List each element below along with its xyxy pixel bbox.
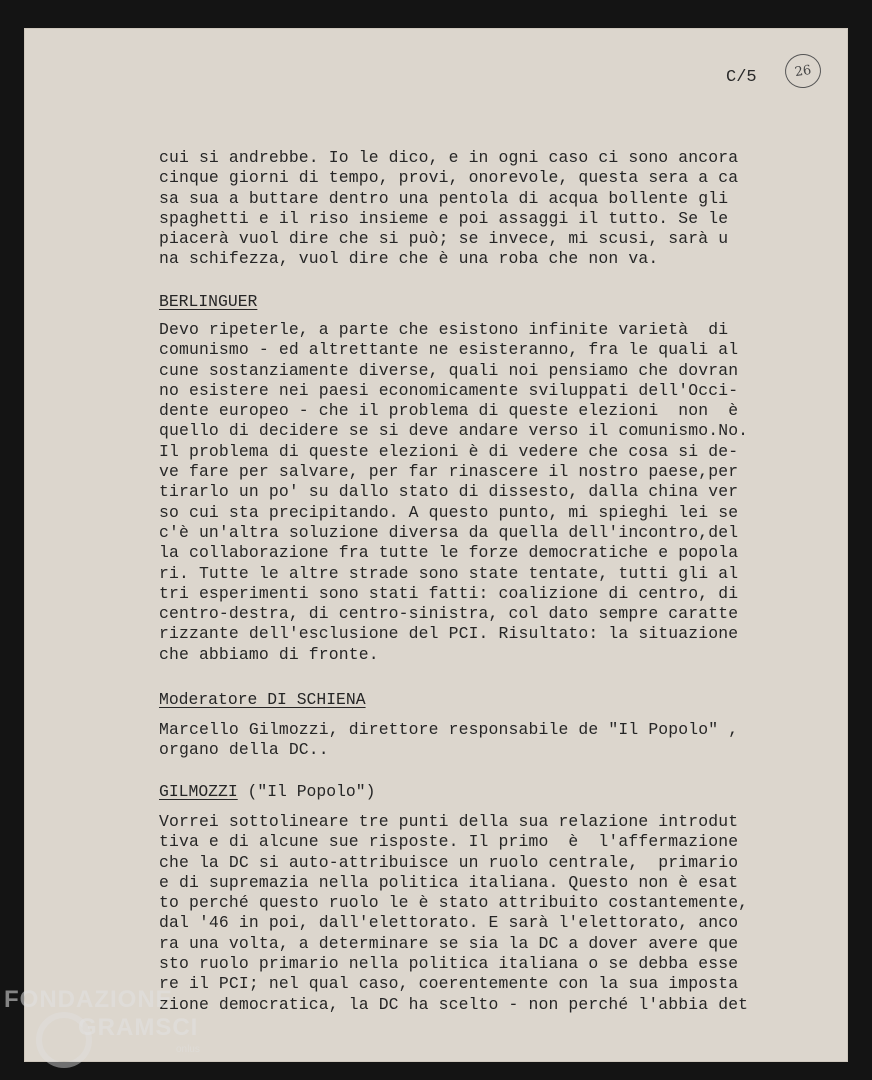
text-line: spaghetti e il riso insieme e poi assaggi il tutto. Se le [159, 208, 729, 228]
text-line: sa sua a buttare dentro una pentola di acqua bollente gli [159, 188, 729, 208]
watermark-text: GRAMSCI [78, 1014, 199, 1041]
text-line: organo della DC.. [159, 740, 329, 760]
text-line: zione democratica, la DC ha scelto - non perché l'abbia det [159, 994, 749, 1014]
text-line: Vorrei sottolineare tre punti della sua relazione introdut [159, 812, 739, 831]
speaker-name: Moderatore DI SCHIENA [159, 690, 366, 709]
text-line: centro-destra, di centro-sinistra, col dato sempre caratte [159, 604, 739, 624]
text-line: no esistere nei paesi economicamente sviluppati dell'Occi- [159, 380, 739, 400]
text-line: sto ruolo primario nella politica italiana o se debba esse [159, 954, 739, 974]
text-line: e di supremazia nella politica italiana. Questo non è esat [159, 872, 739, 892]
text-line: che la DC si auto-attribuisce un ruolo centrale, primario [159, 852, 739, 872]
speaker-section-berlinguer [159, 292, 771, 312]
text-line: re il PCI; nel qual caso, coerentemente con la sua imposta [159, 974, 739, 994]
text-line: quello di decidere se si deve andare verso il comunismo.No. [159, 421, 749, 441]
watermark-text: FONDAZIONE [4, 986, 173, 1013]
text-line: na schifezza, vuol dire che è una roba che non va. [159, 249, 659, 269]
text-line: Il problema di queste elezioni è di vedere che cosa si de- [159, 441, 739, 461]
paragraph-moderatore [159, 720, 771, 761]
text-line: rizzante dell'esclusione del PCI. Risultato: la situazione [159, 624, 739, 644]
speaker-affiliation: ("Il Popolo") [237, 782, 376, 801]
text-line: to perché questo ruolo le è stato attribuito costantemente, [159, 893, 749, 913]
text-line: dente europeo - che il problema di queste elezioni non è [159, 401, 739, 421]
text-line: Devo ripeterle, a parte che esistono infinite varietà di [159, 320, 729, 339]
text-line: ri. Tutte le altre strade sono state tentate, tutti gli al [159, 563, 739, 583]
text-line: cui si andrebbe. Io le dico, e in ogni caso ci sono ancora [159, 148, 739, 167]
text-line: comunismo - ed altrettante ne esisteranno, fra le quali al [159, 340, 739, 360]
paragraph-berlinguer [159, 320, 771, 665]
text-line: cinque giorni di tempo, provi, onorevole, questa sera a ca [159, 168, 739, 188]
text-line: so cui sta precipitando. A questo punto, mi spieghi lei se [159, 502, 739, 522]
speaker-name: GILMOZZI ("Il Popolo") [159, 782, 376, 801]
speaker-section-moderatore [159, 690, 771, 710]
text-line: ra una volta, a determinare se sia la DC a dover avere que [159, 933, 739, 953]
text-line: piacerà vuol dire che si può; se invece, mi scusi, sarà u [159, 229, 729, 249]
text-line: tirarlo un po' su dallo stato di dissesto, dalla china ver [159, 482, 739, 502]
text-line: dal '46 in poi, dall'elettorato. E sarà l'elettorato, anco [159, 913, 739, 933]
speaker-name: BERLINGUER [159, 292, 258, 311]
text-line: ve fare per salvare, per far rinascere il nostro paese,per [159, 462, 739, 482]
text-line: cune sostanziamente diverse, quali noi pensiamo che dovran [159, 360, 739, 380]
watermark-suffix: onlus [176, 1044, 200, 1055]
text-line: c'è un'altra soluzione diversa da quella dell'incontro,del [159, 522, 739, 542]
handwritten-page-note: 26 [783, 52, 823, 91]
paragraph-gilmozzi [159, 812, 771, 1015]
speaker-section-gilmozzi [159, 782, 771, 802]
text-line: Marcello Gilmozzi, direttore responsabile de "Il Popolo" , [159, 720, 739, 739]
paragraph-continuation [159, 148, 771, 270]
text-line: tiva e di alcune sue risposte. Il primo è l'affermazione [159, 832, 739, 852]
text-line: la collaborazione fra tutte le forze democratiche e popola [159, 543, 739, 563]
text-line: che abbiamo di fronte. [159, 644, 379, 664]
text-line: tri esperimenti sono stati fatti: coalizione di centro, di [159, 583, 739, 603]
page-number: C/5 [726, 68, 757, 87]
